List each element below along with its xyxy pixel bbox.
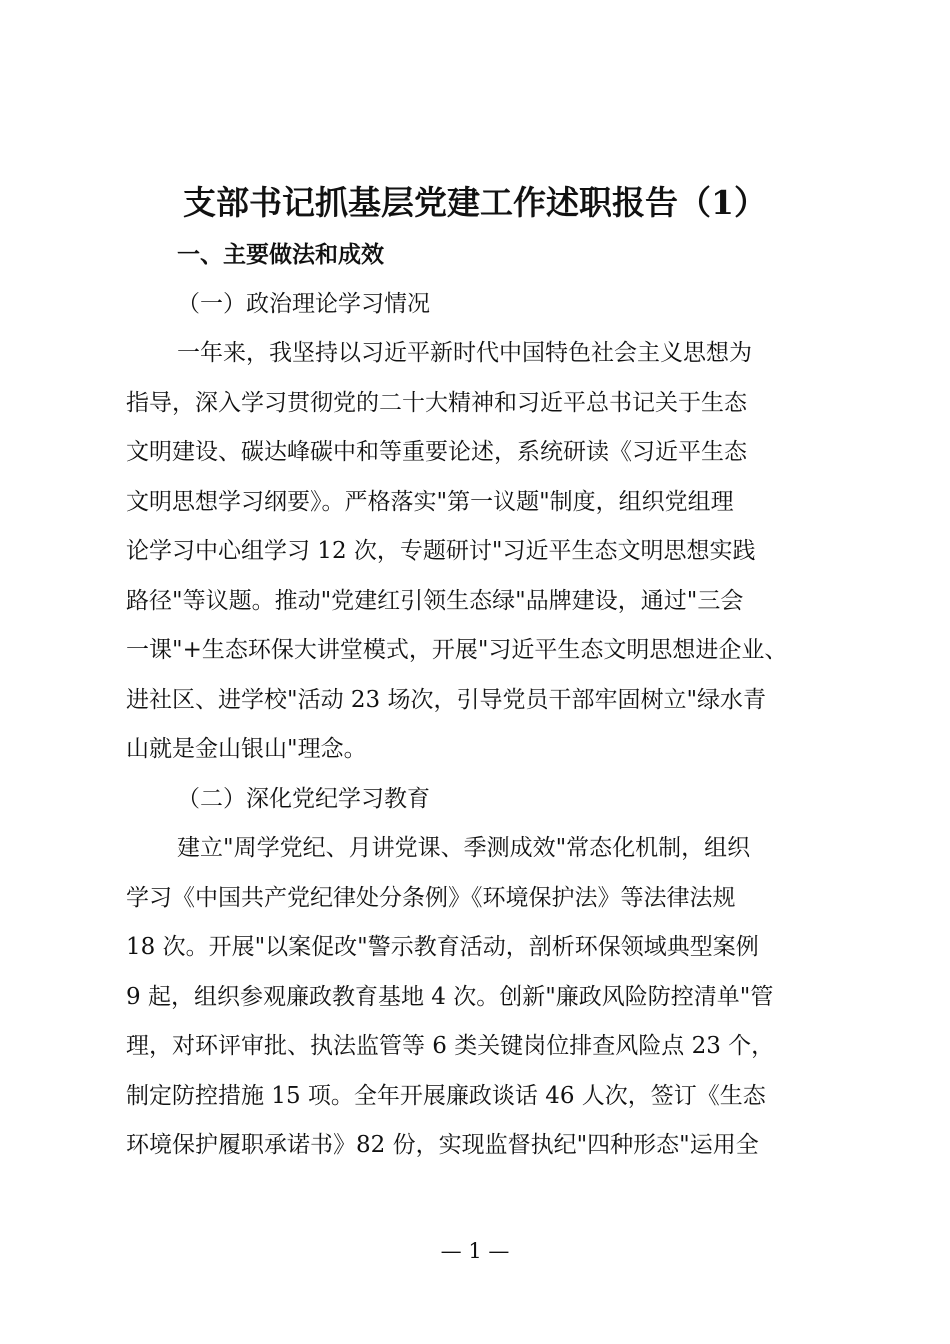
document-title: 支部书记抓基层党建工作述职报告（1）	[183, 183, 767, 222]
subsection-title-1: （一）政治理论学习情况	[177, 291, 430, 317]
paragraph-line: 山就是金山银山"理念。	[126, 736, 367, 762]
paragraph-line: 制定防控措施 15 项。全年开展廉政谈话 46 人次，签订《生态	[126, 1083, 766, 1109]
paragraph-line: 9 起，组织参观廉政教育基地 4 次。创新"廉政风险防控清单"管	[126, 984, 774, 1010]
paragraph-line: 路径"等议题。推动"党建红引领生态绿"品牌建设，通过"三会	[126, 588, 744, 614]
paragraph-line: 18 次。开展"以案促改"警示教育活动，剖析环保领域典型案例	[126, 934, 759, 960]
paragraph-line: 文明思想学习纲要》。严格落实"第一议题"制度，组织党组理	[126, 489, 734, 515]
paragraph-line: 进社区、进学校"活动 23 场次，引导党员干部牢固树立"绿水青	[126, 687, 767, 713]
section-heading: 一、主要做法和成效	[177, 242, 384, 268]
paragraph-line: 环境保护履职承诺书》82 份，实现监督执纪"四种形态"运用全	[126, 1132, 759, 1158]
paragraph-line: 学习《中国共产党纪律处分条例》《环境保护法》等法律法规	[126, 885, 736, 911]
paragraph-line: 论学习中心组学习 12 次，专题研讨"习近平生态文明思想实践	[126, 538, 756, 564]
paragraph-line: 一年来，我坚持以习近平新时代中国特色社会主义思想为	[177, 340, 752, 366]
paragraph-line: 一课"+生态环保大讲堂模式，开展"习近平生态文明思想进企业、	[126, 637, 788, 663]
paragraph-line: 理，对环评审批、执法监管等 6 类关键岗位排查风险点 23 个，	[126, 1033, 775, 1059]
paragraph-line: 建立"周学党纪、月讲党课、季测成效"常态化机制，组织	[177, 835, 751, 861]
page-number: — 1 —	[440, 1239, 510, 1263]
paragraph-line: 文明建设、碳达峰碳中和等重要论述，系统研读《习近平生态	[126, 439, 747, 465]
subsection-title-2: （二）深化党纪学习教育	[177, 786, 430, 812]
paragraph-line: 指导，深入学习贯彻党的二十大精神和习近平总书记关于生态	[126, 390, 747, 416]
